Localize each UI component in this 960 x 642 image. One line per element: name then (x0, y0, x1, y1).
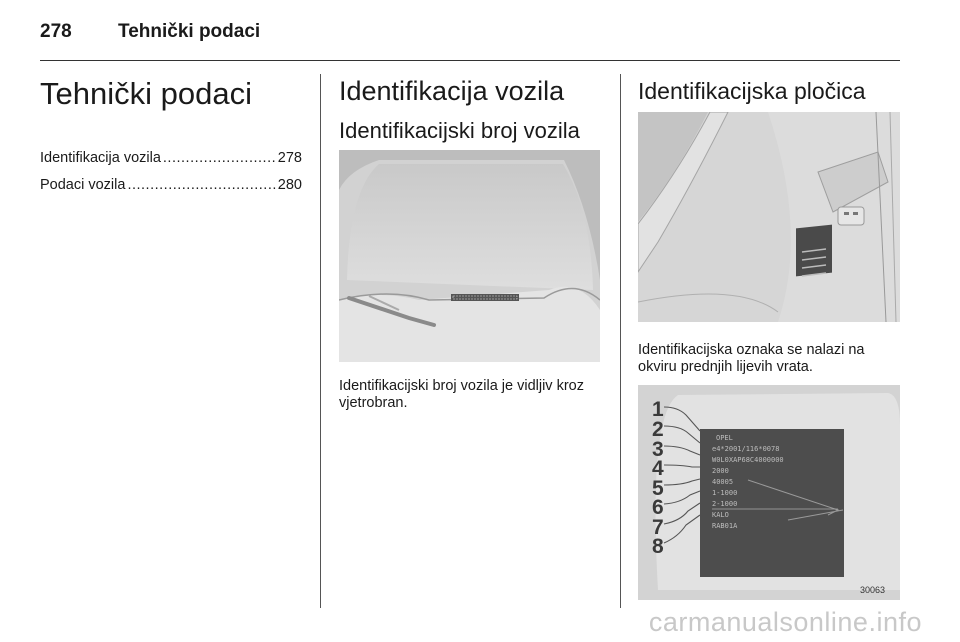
toc-entry-page: 278 (277, 150, 302, 166)
chapter-title: Tehnički podaci (40, 76, 252, 111)
callout-number: 5 (652, 477, 664, 500)
callout-number: 4 (652, 457, 664, 480)
figure-caption: Identifikacijska oznaka se nalazi na okviru prednjih lijevih vrata. (638, 342, 865, 375)
plate-line: 1-1000 (712, 489, 738, 497)
plate-line: W0L0XAP68C4000000 (712, 456, 784, 464)
figure-caption: Identifikacijski broj vozila je vidljiv kroz vjetrobran. (339, 378, 584, 411)
toc-entry[interactable] (40, 150, 302, 166)
figure-number: 30063 (860, 585, 886, 595)
door-frame-illustration (638, 112, 900, 322)
callout-number: 6 (652, 496, 664, 519)
plate-line: RAB01A (712, 522, 738, 530)
section-title: Identifikacija vozila (339, 76, 565, 106)
plate-line: 40005 (712, 478, 734, 486)
callout-number: 8 (652, 535, 664, 558)
callout-number: 1 (652, 398, 664, 421)
identification-label-illustration (638, 385, 900, 600)
callout-number: 3 (652, 438, 664, 461)
watermark: carmanualsonline.info (648, 607, 922, 637)
toc-entry-page: 280 (277, 177, 302, 193)
running-title: Tehnički podaci (118, 21, 261, 42)
plate-line: 2-1000 (712, 500, 738, 508)
section-title: Identifikacijska pločica (638, 78, 866, 104)
windscreen-vin-illustration (339, 150, 600, 362)
toc-entry-label: Identifikacija vozila (40, 150, 161, 166)
callout-number: 7 (652, 516, 664, 539)
column-divider (620, 74, 621, 608)
toc-leader-dots (163, 150, 276, 166)
vin-plate-mark (451, 294, 519, 301)
toc-entry[interactable] (40, 177, 302, 193)
header-divider (40, 60, 900, 61)
toc-entry-label: Podaci vozila (40, 177, 126, 193)
page-number: 278 (40, 21, 72, 42)
plate-line: 2000 (712, 467, 729, 475)
plate-line: OPEL (716, 434, 733, 442)
toc-leader-dots (127, 177, 275, 193)
callout-number: 2 (652, 418, 664, 441)
column-divider (320, 74, 321, 608)
subsection-title: Identifikacijski broj vozila (339, 118, 580, 143)
plate-line: KALO (712, 511, 729, 519)
plate-line: e4*2001/116*0078 (712, 445, 780, 453)
